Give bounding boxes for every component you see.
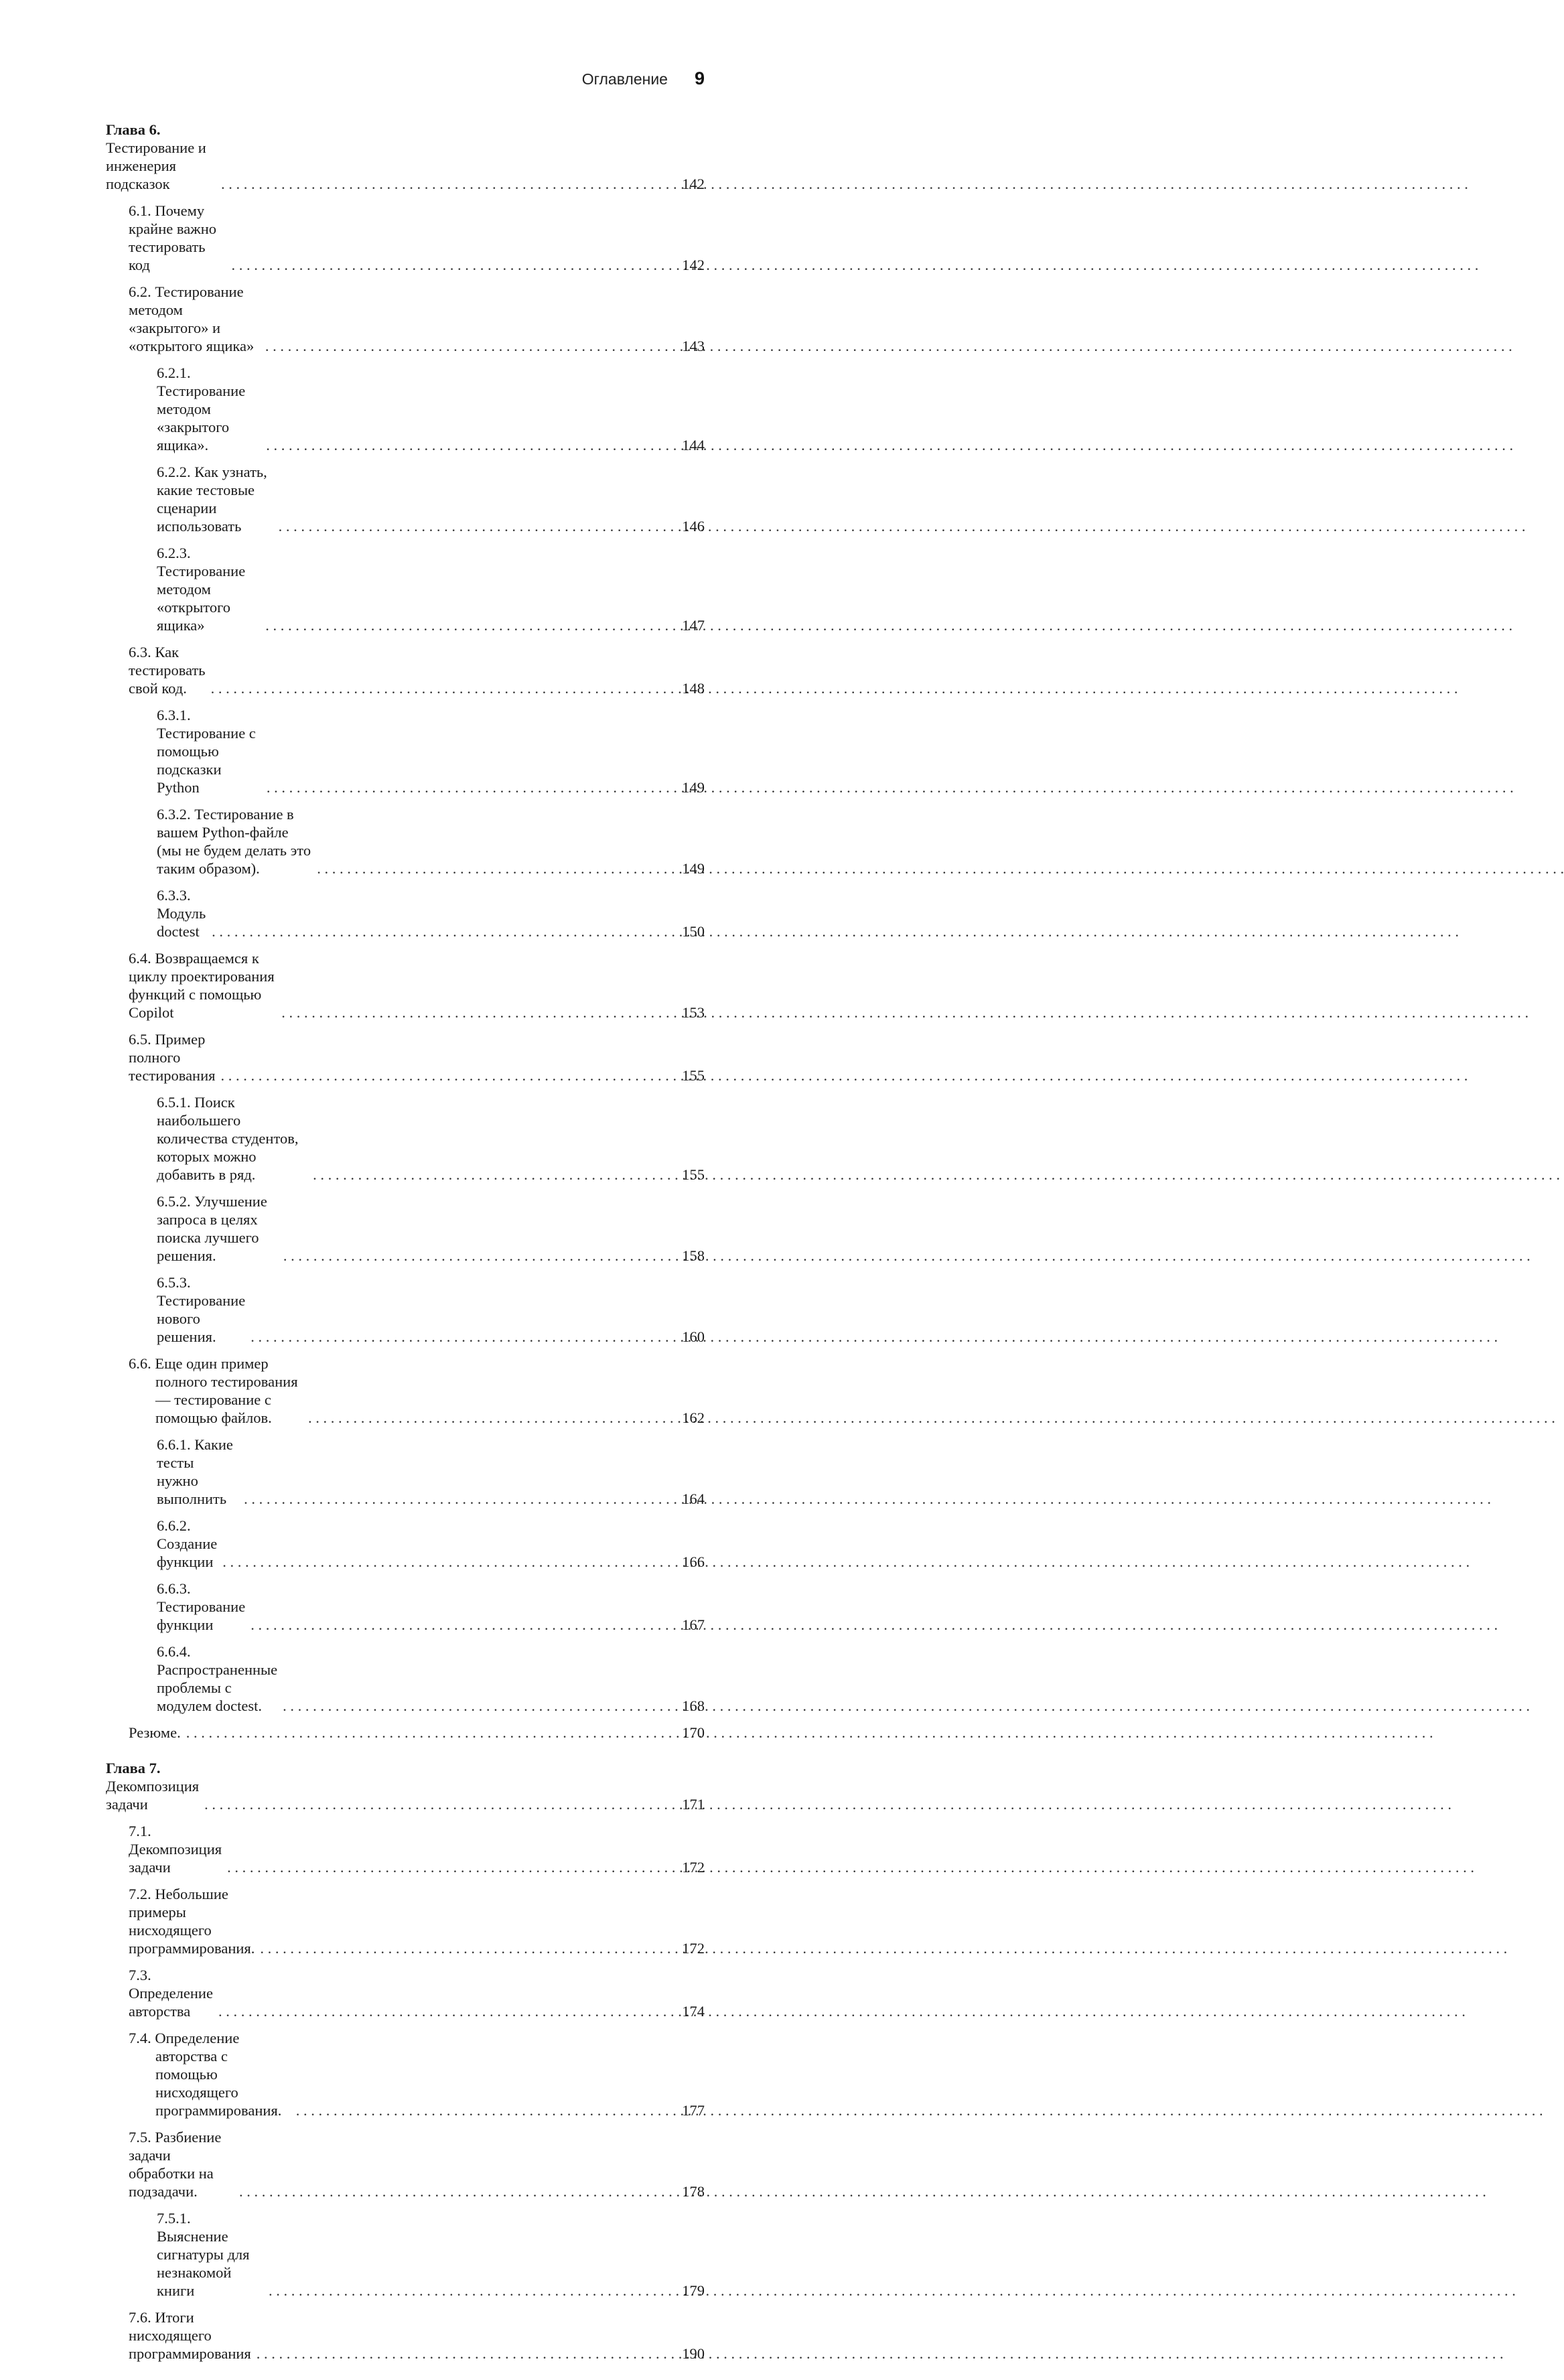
toc-entry-label — [129, 1822, 222, 1876]
toc-chapter — [106, 121, 705, 1742]
dot-leader — [204, 1795, 677, 1813]
toc-entry[interactable] — [106, 1885, 705, 1957]
toc-entry[interactable] — [106, 706, 705, 796]
toc-entry-number: 7.1. — [129, 1823, 151, 1839]
toc-entry-title: Еще один пример полного тестирования — тестирование с помощью файлов. — [155, 1355, 298, 1426]
toc-entry[interactable] — [106, 1724, 705, 1742]
toc-entry-number: 6.2. — [129, 283, 151, 300]
toc-page-number: 142 — [682, 257, 705, 273]
toc-entry[interactable] — [106, 1093, 705, 1184]
toc-entry-title: Небольшие примеры нисходящего программирования. — [129, 1886, 255, 1957]
toc-entry-number: 6.5. — [129, 1031, 151, 1048]
toc-entry-number: 7.6. — [129, 2309, 151, 2326]
toc-entry-number: 6.2.1. — [157, 364, 191, 381]
dot-leader — [296, 2101, 677, 2119]
toc-entry-label — [129, 1724, 181, 1742]
toc-entry[interactable] — [106, 1192, 705, 1265]
toc-entry-number: 6.3.1. — [157, 707, 191, 723]
toc-entry[interactable] — [106, 283, 705, 355]
toc-page-number: 167 — [682, 1616, 705, 1633]
toc-entry-label — [157, 1192, 278, 1265]
toc-entry-title: Резюме. — [129, 1724, 181, 1741]
dot-leader — [313, 1166, 677, 1184]
toc-entry[interactable] — [106, 2029, 705, 2119]
toc-entry[interactable] — [106, 886, 705, 940]
toc-entry-title: Тестирование в вашем Python-файле (мы не будем делать это таким образом). — [157, 806, 311, 877]
toc-entry-label — [157, 1580, 245, 1634]
toc-entry-label — [157, 364, 261, 454]
section-title: Оглавление — [581, 70, 668, 88]
dot-leader — [239, 2182, 677, 2200]
toc-entry-title: Как тестировать свой код. — [129, 644, 206, 697]
toc-entry-number: Глава 7. — [106, 1760, 161, 1776]
dot-leader — [265, 616, 677, 634]
toc-entry-label — [129, 1885, 255, 1957]
toc-entry-label — [129, 2128, 234, 2200]
dot-leader — [317, 859, 677, 878]
toc-entry-title: Разбиение задачи обработки на подзадачи. — [129, 2129, 222, 2200]
dot-leader — [265, 337, 677, 355]
toc-entry-title: Создание функции — [157, 1535, 218, 1570]
toc-page-number: 177 — [682, 2102, 705, 2119]
toc-entry-label — [129, 949, 276, 1022]
toc-entry-label — [157, 1093, 307, 1184]
toc-entry-label — [106, 121, 216, 193]
toc-entry-number: 7.5. — [129, 2129, 151, 2146]
toc-entry-number: 6.6. — [129, 1355, 151, 1372]
dot-leader — [218, 2002, 677, 2020]
toc-page-number: 153 — [682, 1004, 705, 1021]
dot-leader — [227, 1858, 677, 1876]
toc-page-number: 143 — [682, 338, 705, 354]
toc-entry-title: Возвращаемся к циклу проектирования функций с помощью Copilot — [129, 950, 275, 1021]
toc-entry-number: 6.6.2. — [157, 1517, 191, 1534]
toc-entry[interactable] — [106, 805, 705, 878]
toc-entry[interactable] — [106, 1354, 705, 1427]
toc-entry-number: Глава 6. — [106, 121, 161, 138]
toc-entry-title: Поиск наибольшего количества студентов, которых можно добавить в ряд. — [157, 1094, 299, 1183]
toc-page-number: 150 — [682, 923, 705, 940]
page-number: 9 — [694, 68, 705, 88]
toc-entry-title: Тестирование и инженерия подсказок — [106, 139, 206, 192]
toc-entry-title: Почему крайне важно тестировать код — [129, 202, 217, 273]
dot-leader — [251, 1328, 677, 1346]
toc-entry-number: 6.6.1. — [157, 1436, 191, 1453]
toc-chapter-heading[interactable] — [106, 1759, 705, 1813]
dot-leader — [222, 1553, 677, 1571]
dot-leader — [211, 679, 677, 697]
toc-page-number: 179 — [682, 2282, 705, 2299]
dot-leader — [251, 1616, 677, 1634]
dot-leader — [257, 2344, 677, 2363]
toc-entry-number: 7.3. — [129, 1967, 151, 1983]
toc-page-number: 147 — [682, 617, 705, 634]
toc-entry-title: Какие тесты нужно выполнить — [157, 1436, 233, 1507]
toc-entry-title: Модуль doctest — [157, 905, 206, 940]
dot-leader — [267, 778, 677, 796]
toc-entry[interactable] — [106, 949, 705, 1022]
toc-entry-number: 6.2.2. — [157, 464, 191, 480]
toc-entry[interactable] — [106, 1030, 705, 1084]
toc-entry[interactable] — [106, 1580, 705, 1634]
toc-entry-title: Определение авторства — [129, 1985, 213, 2020]
toc-entry-number: 6.6.4. — [157, 1643, 191, 1660]
toc-page-number: 144 — [682, 437, 705, 453]
toc-entry-title: Тестирование методом «закрытого ящика». — [157, 382, 246, 453]
toc-entry-title: Улучшение запроса в целях поиска лучшего решения. — [157, 1193, 267, 1264]
toc-entry[interactable] — [106, 2209, 705, 2300]
toc-entry-title: Декомпозиция задачи — [129, 1841, 222, 1876]
toc-entry-title: Тестирование методом «закрытого» и «открытого ящика» — [129, 283, 255, 354]
dot-leader — [244, 1490, 677, 1508]
toc-entry-number: 6.1. — [129, 202, 151, 219]
toc-entry-title: Тестирование методом «открытого ящика» — [157, 563, 246, 634]
toc-entry-label — [157, 1642, 277, 1715]
toc-entry-number: 6.5.3. — [157, 1274, 191, 1291]
toc-entry-title: Декомпозиция задачи — [106, 1778, 200, 1813]
toc-page-number: 174 — [682, 2003, 705, 2020]
toc-entry[interactable] — [106, 1966, 705, 2020]
toc-entry-number: 7.5.1. — [157, 2210, 191, 2227]
toc-entry[interactable] — [106, 364, 705, 454]
toc-entry-label — [129, 1354, 303, 1427]
running-header — [582, 68, 705, 89]
toc-entry[interactable] — [106, 463, 705, 535]
toc-entry[interactable] — [106, 1822, 705, 1876]
toc-chapter — [106, 1759, 705, 2363]
toc-page-number: 160 — [682, 1328, 705, 1345]
toc-entry[interactable] — [106, 2308, 705, 2363]
toc-entry-label — [129, 283, 260, 355]
toc-entry[interactable] — [106, 643, 705, 697]
dot-leader — [212, 922, 677, 940]
dot-leader — [231, 256, 677, 274]
toc-entry[interactable] — [106, 202, 705, 274]
toc-entry-number: 6.6.3. — [157, 1580, 191, 1597]
toc-page-number: 148 — [682, 680, 705, 697]
toc-page-number: 162 — [682, 1409, 705, 1426]
dot-leader — [283, 1697, 677, 1715]
toc-entry-label — [157, 463, 273, 535]
toc-entry-label — [129, 1966, 213, 2020]
toc-entry-title: Итоги нисходящего программирования — [129, 2309, 251, 2362]
toc-page-number: 149 — [682, 779, 705, 796]
toc-page-number: 190 — [682, 2345, 705, 2362]
toc-page-number: 168 — [682, 1697, 705, 1714]
toc-entry-number: 7.2. — [129, 1886, 151, 1902]
toc-page-number: 172 — [682, 1940, 705, 1957]
toc-entry[interactable] — [106, 544, 705, 634]
toc-entry-title: Пример полного тестирования — [129, 1031, 216, 1084]
toc-entry-label — [129, 202, 226, 274]
toc-entry-title: Тестирование нового решения. — [157, 1292, 246, 1345]
toc-entry-label — [157, 886, 206, 940]
toc-page-number: 158 — [682, 1247, 705, 1264]
toc-entry[interactable] — [106, 1642, 705, 1715]
toc-page-number: 149 — [682, 860, 705, 877]
toc-page-number: 142 — [682, 176, 705, 192]
toc-chapter-heading[interactable] — [106, 121, 705, 193]
toc-entry-title: Выяснение сигнатуры для незнакомой книги — [157, 2228, 250, 2299]
toc-entry[interactable] — [106, 1273, 705, 1346]
toc-entry-number: 6.3.3. — [157, 887, 191, 904]
toc-entry-number: 6.3.2. — [157, 806, 191, 823]
toc-entry-label — [157, 805, 311, 878]
dot-leader — [186, 1724, 677, 1742]
toc-page-number: 155 — [682, 1166, 705, 1183]
toc-entry-number: 6.2.3. — [157, 545, 191, 561]
toc-entry-title: Определение авторства с помощью нисходящего программирования. — [155, 2030, 282, 2119]
dot-leader — [266, 436, 677, 454]
toc-page-number: 172 — [682, 1859, 705, 1876]
toc-entry-number: 6.4. — [129, 950, 151, 967]
toc-entry-label — [129, 2029, 291, 2119]
toc-entry-title: Как узнать, какие тестовые сценарии использовать — [157, 464, 267, 535]
toc-entry[interactable] — [106, 1436, 705, 1508]
dot-leader — [220, 1066, 677, 1084]
toc-page-number: 164 — [682, 1490, 705, 1507]
toc-entry-label — [157, 1436, 238, 1508]
toc-entry-number: 6.5.1. — [157, 1094, 191, 1111]
table-of-contents — [106, 121, 705, 2380]
toc-entry-title: Распространенные проблемы с модулем doctest. — [157, 1661, 278, 1714]
toc-entry-label — [157, 706, 261, 796]
toc-entry-number: 6.5.2. — [157, 1193, 191, 1210]
toc-entry-label — [129, 1030, 215, 1084]
toc-page-number: 146 — [682, 518, 705, 535]
toc-entry-label — [157, 1517, 217, 1571]
toc-entry-label — [157, 2209, 263, 2300]
dot-leader — [221, 175, 677, 193]
dot-leader — [281, 1003, 677, 1022]
toc-entry[interactable] — [106, 1517, 705, 1571]
toc-entry-number: 6.3. — [129, 644, 151, 660]
toc-entry-title: Тестирование функции — [157, 1598, 246, 1633]
dot-leader — [260, 1939, 677, 1957]
dot-leader — [308, 1409, 677, 1427]
toc-entry-label — [157, 544, 260, 634]
toc-entry[interactable] — [106, 2128, 705, 2200]
toc-page-number: 170 — [682, 1724, 705, 1741]
toc-page-number: 178 — [682, 2183, 705, 2200]
toc-entry-label — [129, 2308, 251, 2363]
dot-leader — [269, 2282, 677, 2300]
toc-page-number: 166 — [682, 1553, 705, 1570]
toc-page-number: 171 — [682, 1796, 705, 1813]
toc-entry-label — [157, 1273, 245, 1346]
toc-entry-title: Тестирование с помощью подсказки Python — [157, 725, 256, 796]
toc-entry-label — [129, 643, 206, 697]
toc-entry-number: 7.4. — [129, 2030, 151, 2046]
toc-page-number: 155 — [682, 1067, 705, 1084]
dot-leader — [279, 517, 677, 535]
dot-leader — [283, 1247, 677, 1265]
toc-entry-label — [106, 1759, 199, 1813]
